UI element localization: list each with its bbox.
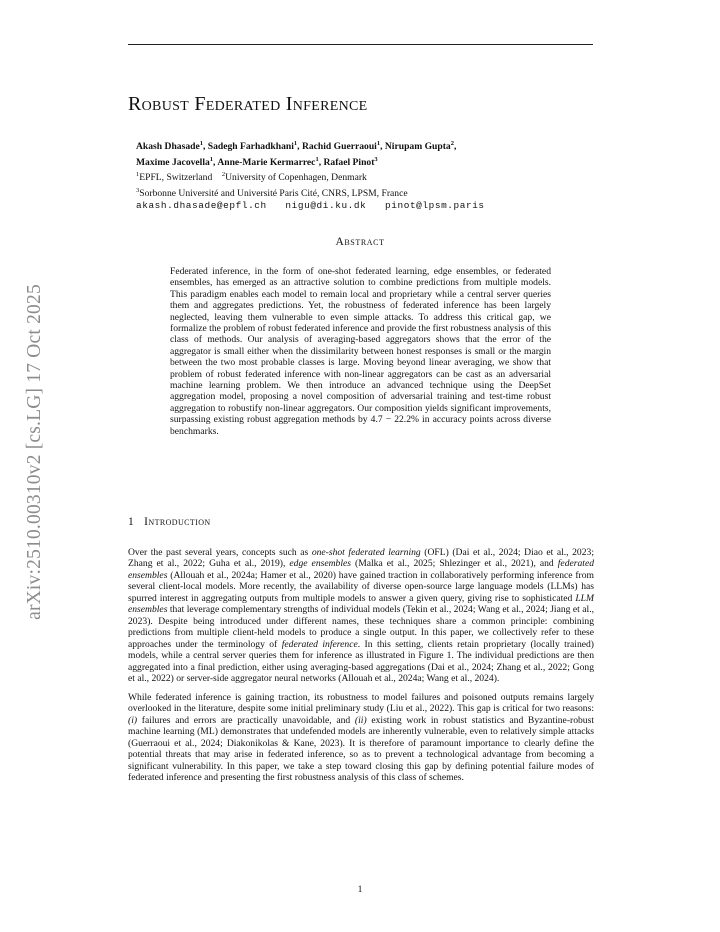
- author-name: Nirupam Gupta: [384, 141, 451, 153]
- section-heading-introduction: [128, 516, 211, 528]
- emphasized-term: edge ensembles: [289, 558, 351, 570]
- abstract-heading: Abstract: [335, 236, 385, 248]
- affiliation-marker: 3: [136, 186, 140, 194]
- text-run: (OFL) (Dai et al., 2024; Diao et al., 2023; Zhang et al., 2022; Guha et al., 2019),: [128, 547, 594, 570]
- affiliations-line-2: [136, 185, 596, 201]
- affiliations-line-1: [136, 169, 596, 185]
- emphasized-term: (ii): [354, 714, 367, 726]
- emphasized-term: (i): [128, 714, 138, 726]
- affiliation-copenhagen: University of Copenhagen, Denmark: [225, 172, 367, 184]
- affiliation-marker: 3: [374, 155, 378, 163]
- text-run: existing work in robust statistics and Byzantine-robust machine learning (ML) demonstrates that undefended models are inherently vulnerable, even to relatively simple attacks (Guerraoui et al., 2024; Diakonikolas & Kane, 2023). It is therefore of paramount importance to clearly define the potential threats that may arise in federated inference, so as to prevent a technological advantage from becoming a significant vulnerability. In this paper, we take a step toward closing this gap by defining potential failure modes of federated inference and presenting the first robustness analysis of this class of schemes.: [128, 714, 594, 784]
- top-rule: [128, 44, 593, 45]
- affiliation-marker: 1: [315, 155, 319, 163]
- author-name: Maxime Jacovella: [136, 156, 210, 168]
- section-title: Introduction: [144, 516, 211, 528]
- emphasized-term: one-shot federated learning: [311, 547, 421, 558]
- author-block: [136, 138, 596, 213]
- abstract-text: Federated inference, in the form of one-shot federated learning, edge ensembles, or federated ensembles, has emerged as an attractive solution to combine predictions from multiple models. This paradigm enables each model to remain local and proprietary while a central server queries them and aggregates predictions. Yet, the robustness of federated inference has been largely neglected, leaving them vulnerable to even simple attacks. To address this critical gap, we formalize the problem of robust federated inference and provide the first robustness analysis of this class of methods. Our analysis of averaging-based aggregators shows that the error of the aggregator is small either when the dissimilarity between honest responses is small or the margin between the two most probable classes is large. Moving beyond linear averaging, we show that problem of robust federated inference with non-linear aggregators can be cast as an adversarial machine learning problem. We then introduce an advanced technique using the DeepSet aggregation model, proposing a novel composition of adversarial training and test-time robust aggregation to robustify non-linear aggregators. Our composition yields significant improvements, surpassing existing robust aggregation methods by 4.7 − 22.2% in accuracy points across diverse benchmarks.: [170, 266, 551, 437]
- section-number: 1: [128, 516, 135, 528]
- author-names-line-1: Akash Dhasade$^1$, Sadegh Farhadkhani$^1$, Rachid Guerraoui$^1$, Nirupam Gupta$^2$,: [136, 140, 457, 153]
- author-names-line-2: Maxime Jacovella$^1$, Anne-Marie Kermarrec$^1$, Rafael Pinot$^3$: [136, 155, 378, 168]
- affiliation-marker: 1: [293, 140, 298, 147]
- author-name: Rachid Guerraoui: [301, 141, 377, 153]
- text-run: that leverage complementary strengths of individual models (Tekin et al., 2024; Wang et al., 2024; Jiang et al., 2023). Despite being introduced under different names, these techniques share a common principle: combining predictions from multiple client-held models to produce a single output. In this paper, we collectively refer to these approaches under the terminology of: [128, 604, 594, 650]
- author-name: Akash Dhasade: [136, 141, 200, 153]
- affiliation-marker: 2: [221, 171, 226, 179]
- affiliation-marker: 1: [376, 140, 381, 147]
- author-name: Rafael Pinot: [323, 156, 375, 168]
- text-run: (Malka et al., 2025; Shlezinger et al., 2021), and: [351, 558, 558, 570]
- affiliation-marker: 1: [209, 155, 214, 163]
- text-run: failures and errors are practically unavoidable, and: [137, 714, 355, 726]
- affiliation-marker: 1: [136, 171, 140, 179]
- page-number: 1: [357, 884, 363, 895]
- affiliation-marker: 2: [450, 140, 454, 147]
- author-name: Anne-Marie Kermarrec: [217, 156, 316, 168]
- arxiv-id-text: arXiv:2510.00310v2 [cs.LG] 17 Oct 2025: [24, 284, 45, 620]
- affiliation-epfl: EPFL, Switzerland: [139, 172, 213, 184]
- intro-paragraph-2: [128, 692, 594, 784]
- author-emails: akash.dhasade@epfl.ch nigu@di.ku.dk pinot@lpsm.paris: [136, 200, 485, 212]
- author-name: Sadegh Farhadkhani: [207, 141, 294, 153]
- text-run: (Allouah et al., 2024a; Hamer et al., 2020) have gained traction in collaboratively performing inference from several client-local models. More recently, the availability of diverse open-source large language models (LLMs) has spurred interest in aggregating outputs from multiple models to answer a given query, giving rise to sophisticated: [128, 569, 594, 604]
- emphasized-term: LLM ensembles: [128, 592, 594, 616]
- affiliation-marker: 1: [199, 140, 203, 147]
- text-run: While federated inference is gaining traction, its robustness to model failures and poisoned outputs remains largely overlooked in the literature, despite some initial preliminary study (Liu et al., 2022). This gap is critical for two reasons:: [128, 692, 594, 715]
- emphasized-term: federated inference: [281, 638, 358, 650]
- paper-title: Robust Federated Inference: [128, 93, 368, 115]
- text-run: . In this setting, clients retain proprietary (locally trained) models, while a central server queries them for inference as illustrated in Figure 1. The individual predictions are then aggregated into a final prediction, either using averaging-based aggregations (Dai et al., 2024; Zhang et al., 2022; Gong et al., 2022) or server-side aggregator neural networks (Allouah et al., 2024a; Wang et al., 2024).: [128, 638, 595, 684]
- text-run: Over the past several years, concepts such as: [128, 547, 312, 558]
- intro-paragraph-1: [128, 547, 594, 684]
- arxiv-side-label: [22, 262, 48, 642]
- emphasized-term: federated ensembles: [128, 558, 594, 581]
- affiliation-sorbonne: Sorbonne Université and Université Paris Cité, CNRS, LPSM, France: [139, 187, 408, 199]
